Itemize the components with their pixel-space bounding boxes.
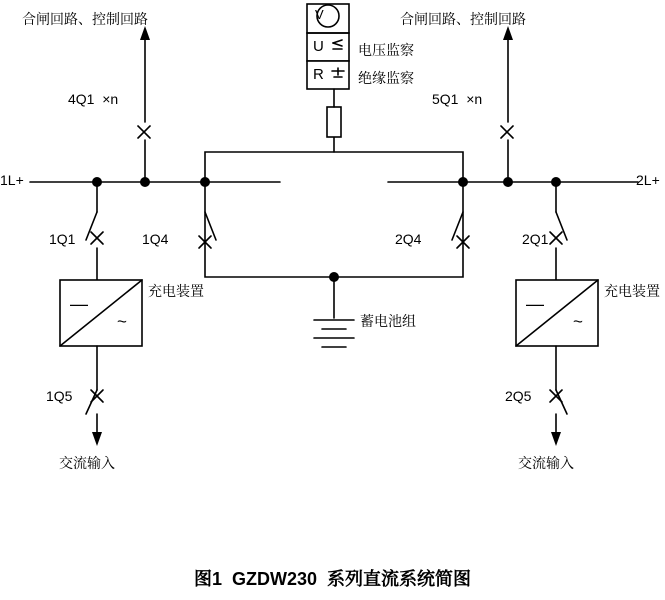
- junction-dot-1q4: [200, 177, 210, 187]
- branch-4q1-arrow: [140, 26, 150, 40]
- junction-dot-5q1: [503, 177, 513, 187]
- charger-right-dc-symbol: —: [526, 294, 544, 314]
- label-voltage-monitor: 电压监察: [358, 42, 414, 58]
- label-insulation-monitor: 绝缘监察: [358, 70, 414, 86]
- ac-input-right-arrow: [551, 432, 561, 446]
- voltmeter-label: V: [315, 7, 324, 22]
- battery-loop-lower: [205, 182, 463, 277]
- label-battery: 蓄电池组: [360, 313, 416, 329]
- label-breaker-5q1: 5Q1 ×n: [432, 91, 483, 107]
- charger-right-ac-symbol: ~: [573, 312, 583, 331]
- figure-caption: 图1 GZDW230 系列直流系统简图: [193, 569, 472, 589]
- branch-5q1-arrow: [503, 26, 513, 40]
- label-breaker-2q1: 2Q1: [522, 231, 549, 247]
- junction-dot-2q4: [458, 177, 468, 187]
- junction-dot-4q1: [140, 177, 150, 187]
- label-ac-input-left: 交流输入: [59, 455, 115, 471]
- insulation-relay-label: R: [313, 66, 324, 83]
- label-breaker-2q4: 2Q4: [395, 231, 422, 247]
- label-breaker-2q5: 2Q5: [505, 388, 532, 404]
- label-breaker-1q5: 1Q5: [46, 388, 73, 404]
- label-breaker-1q4: 1Q4: [142, 231, 169, 247]
- junction-dot-2q1: [551, 177, 561, 187]
- charger-left-dc-symbol: —: [70, 294, 88, 314]
- label-charger-right: 充电装置: [604, 283, 660, 299]
- battery-loop-path: [205, 152, 463, 182]
- junction-dot-battery: [329, 272, 339, 282]
- label-charger-left: 充电装置: [148, 283, 204, 299]
- label-top-right-circuit: 合闸回路、控制回路: [400, 11, 526, 27]
- charger-left-ac-symbol: ~: [117, 312, 127, 331]
- junction-dot-1q1: [92, 177, 102, 187]
- fuse-symbol: [327, 107, 341, 137]
- label-breaker-4q1: 4Q1 ×n: [68, 91, 119, 107]
- label-breaker-1q1: 1Q1: [49, 231, 76, 247]
- ac-input-left-arrow: [92, 432, 102, 446]
- label-rail-left: 1L+: [0, 172, 24, 188]
- label-top-left-circuit: 合闸回路、控制回路: [22, 11, 148, 27]
- label-rail-right: 2L+: [636, 172, 660, 188]
- label-ac-input-right: 交流输入: [518, 455, 574, 471]
- voltage-relay-label: U: [313, 38, 324, 55]
